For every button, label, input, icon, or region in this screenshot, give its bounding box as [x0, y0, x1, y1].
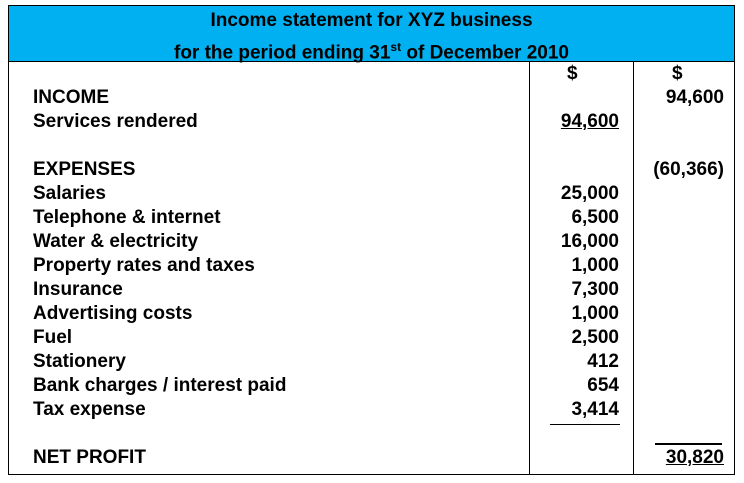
expenses-heading: EXPENSES — [33, 159, 136, 180]
currency-col1: $ — [567, 63, 578, 84]
net-profit-row — [9, 447, 734, 471]
expense-amount: 7,300 — [571, 279, 619, 300]
expense-row — [9, 399, 734, 423]
currency-row — [9, 63, 734, 87]
expense-label: Salaries — [33, 183, 106, 204]
period-text: for the period ending 31 — [174, 42, 391, 64]
expense-row — [9, 255, 734, 279]
expense-row — [9, 207, 734, 231]
expense-row — [9, 375, 734, 399]
expense-label: Advertising costs — [33, 303, 193, 324]
expense-amount: 1,000 — [571, 303, 619, 324]
income-heading-row — [9, 87, 734, 111]
expense-row — [9, 327, 734, 351]
expense-label: Telephone & internet — [33, 207, 221, 228]
expense-amount: 2,500 — [571, 327, 619, 348]
expense-label: Bank charges / interest paid — [33, 375, 287, 396]
expense-label: Insurance — [33, 279, 123, 300]
statement-period — [9, 34, 734, 66]
expense-amount: 654 — [587, 375, 619, 396]
expense-amount: 6,500 — [571, 207, 619, 228]
expense-row — [9, 351, 734, 375]
subtotal-underline — [550, 424, 620, 425]
expense-label: Fuel — [33, 327, 73, 348]
line-item-label: Services rendered — [33, 111, 198, 132]
expense-row — [9, 231, 734, 255]
period-text-end: of December 2010 — [401, 42, 569, 64]
expense-amount: 3,414 — [571, 399, 619, 420]
expense-label: Property rates and taxes — [33, 255, 255, 276]
expense-label: Tax expense — [33, 399, 146, 420]
income-heading: INCOME — [33, 87, 109, 108]
income-total: 94,600 — [665, 87, 724, 108]
expense-label: Stationery — [33, 351, 126, 372]
expense-row — [9, 183, 734, 207]
statement-title: Income statement for XYZ business — [210, 10, 533, 31]
net-profit-label: NET PROFIT — [33, 447, 146, 468]
expense-amount: 1,000 — [571, 255, 619, 276]
income-statement-table — [8, 5, 735, 475]
expense-label: Water & electricity — [33, 231, 199, 252]
expense-amount: 412 — [587, 351, 619, 372]
expense-amount: 16,000 — [560, 231, 619, 252]
net-profit-amount: 30,820 — [665, 447, 724, 468]
expense-row — [9, 279, 734, 303]
line-item-row — [9, 111, 734, 135]
expense-amount: 25,000 — [560, 183, 619, 204]
currency-col2: $ — [672, 63, 683, 84]
net-profit-overline — [655, 443, 722, 445]
expenses-total: (60,366) — [653, 159, 724, 180]
period-ordinal-suffix: st — [390, 40, 402, 54]
expenses-heading-row — [9, 159, 734, 183]
line-item-amount: 94,600 — [560, 111, 619, 132]
statement-header — [9, 6, 734, 62]
expense-row — [9, 303, 734, 327]
